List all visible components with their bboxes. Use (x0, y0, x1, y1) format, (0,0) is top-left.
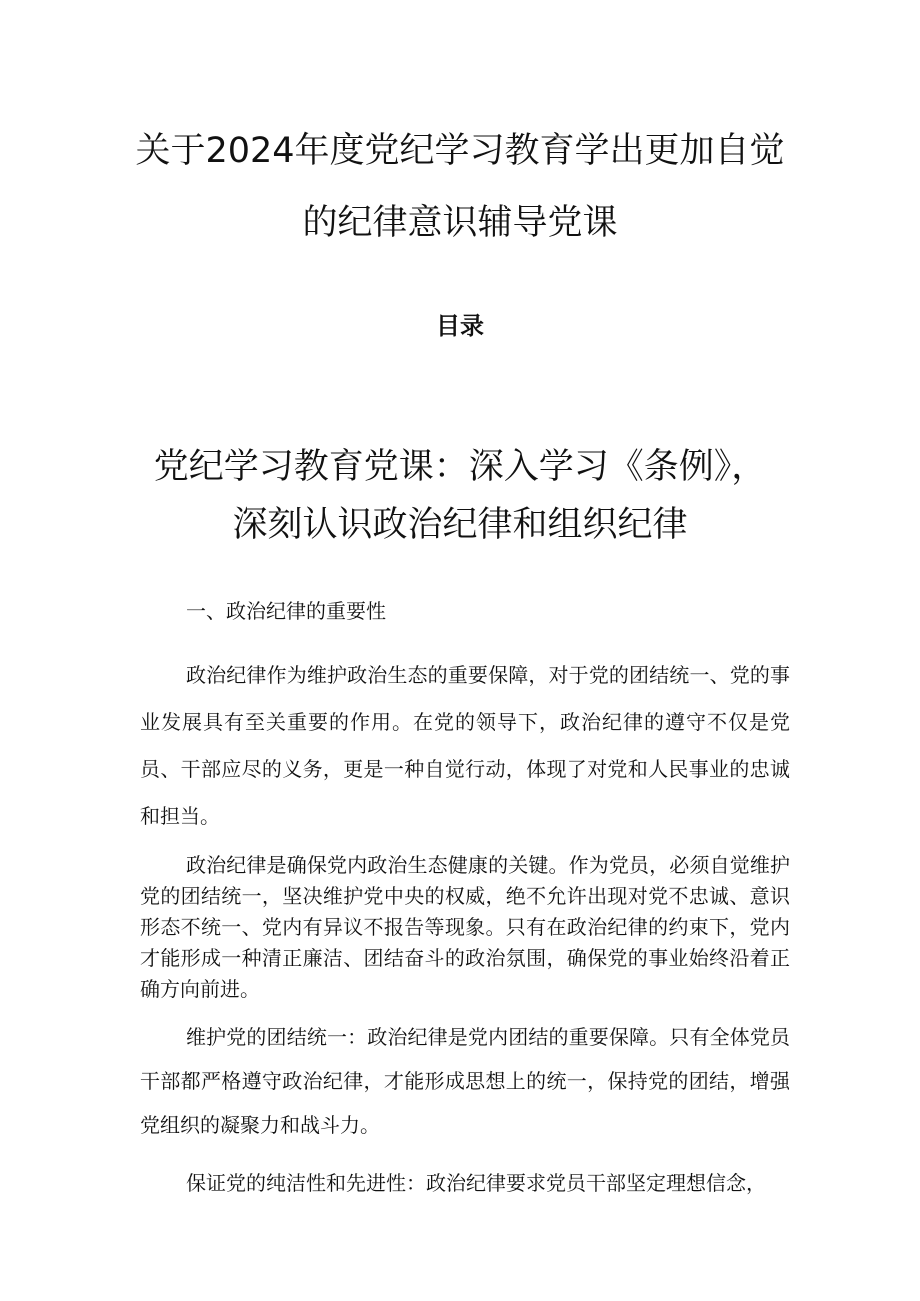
section-title-line-1: 党纪学习教育党课：深入学习《条例》， (153, 447, 767, 487)
paragraph-4: 保证党的纯洁性和先进性：政治纪律要求党员干部坚定理想信念， (186, 1171, 766, 1195)
document-title-line-2: 的纪律意识辅导党课 (302, 203, 618, 243)
section-title-line-2: 深刻认识政治纪律和组织纪律 (232, 505, 688, 545)
paragraph-2: 政治纪律是确保党内政治生态健康的关键。作为党员，必须自觉维护党的团结统一，坚决维护党中央的权威，绝不允许出现对党不忠诚、意识形态不统一、党内有异议不报告等现象。只有在政治纪律的约束下，党内才能形成一种清正廉洁、团结奋斗的政治氛围，确保党的事业始终沿着正确方向前进。 (140, 853, 790, 1001)
paragraph-1: 政治纪律作为维护政治生态的重要保障，对于党的团结统一、党的事业发展具有至关重要的作用。在党的领导下，政治纪律的遵守不仅是党员、干部应尽的义务，更是一种自觉行动，体现了对党和人民事业的忠诚和担当。 (140, 663, 790, 828)
paragraph-3: 维护党的团结统一：政治纪律是党内团结的重要保障。只有全体党员干部都严格遵守政治纪律，才能形成思想上的统一，保持党的团结，增强党组织的凝聚力和战斗力。 (140, 1025, 790, 1137)
toc-label: 目录 (436, 312, 484, 340)
section-heading: 一、政治纪律的重要性 (186, 599, 386, 623)
document-title-line-1: 关于2024年度党纪学习教育学出更加自觉 (135, 131, 785, 171)
